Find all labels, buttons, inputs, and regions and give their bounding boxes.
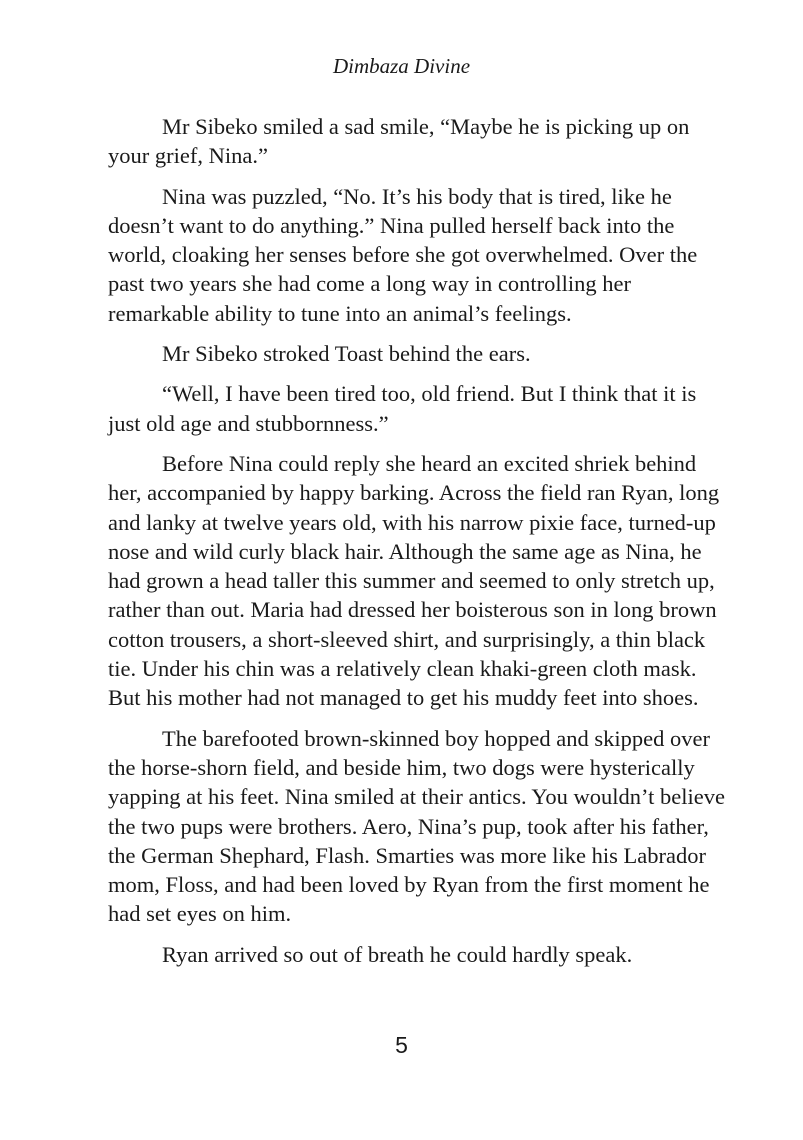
body-text	[108, 112, 728, 980]
paragraph: Nina was puzzled, “No. It’s his body that is tired, like he doesn’t want to do anything.” Nina pulled herself back into the world, cloaking her senses before she got overwhelmed. Over the past two years she had come a long way in controlling her remarkable ability to tune into an animal’s feelings.	[108, 183, 698, 326]
page-number: 5	[395, 1032, 408, 1058]
paragraph: Before Nina could reply she heard an excited shriek behind her, accompanied by happy barking. Across the field ran Ryan, long and lanky at twelve years old, with his narrow pixie face, turned-up nose and wild curly black hair. Although the same age as Nina, he had grown a head taller this summer and seemed to only stretch up, rather than out. Maria had dressed her boisterous son in long brown cotton trousers, a short-sleeved shirt, and surprisingly, a thin black tie. Under his chin was a relatively clean khaki-green cloth mask. But his mother had not managed to get his muddy feet into shoes.	[108, 450, 720, 711]
paragraph: Ryan arrived so out of breath he could hardly speak.	[162, 941, 633, 967]
paragraph: Mr Sibeko smiled a sad smile, “Maybe he is picking up on your grief, Nina.”	[108, 114, 690, 169]
paragraph: Mr Sibeko stroked Toast behind the ears.	[162, 341, 531, 367]
running-header-title: Dimbaza Divine	[332, 54, 471, 78]
paragraph: The barefooted brown-skinned boy hopped and skipped over the horse-shorn field, and beside him, two dogs were hysterically yapping at his feet. Nina smiled at their antics. You wouldn’t believe the two pups were brothers. Aero, Nina’s pup, took after his father, the German Shephard, Flash. Smarties was more like his Labrador mom, Floss, and had been loved by Ryan from the first moment he had set eyes on him.	[108, 725, 725, 927]
paragraph: “Well, I have been tired too, old friend. But I think that it is just old age and stubbornness.”	[108, 381, 697, 436]
